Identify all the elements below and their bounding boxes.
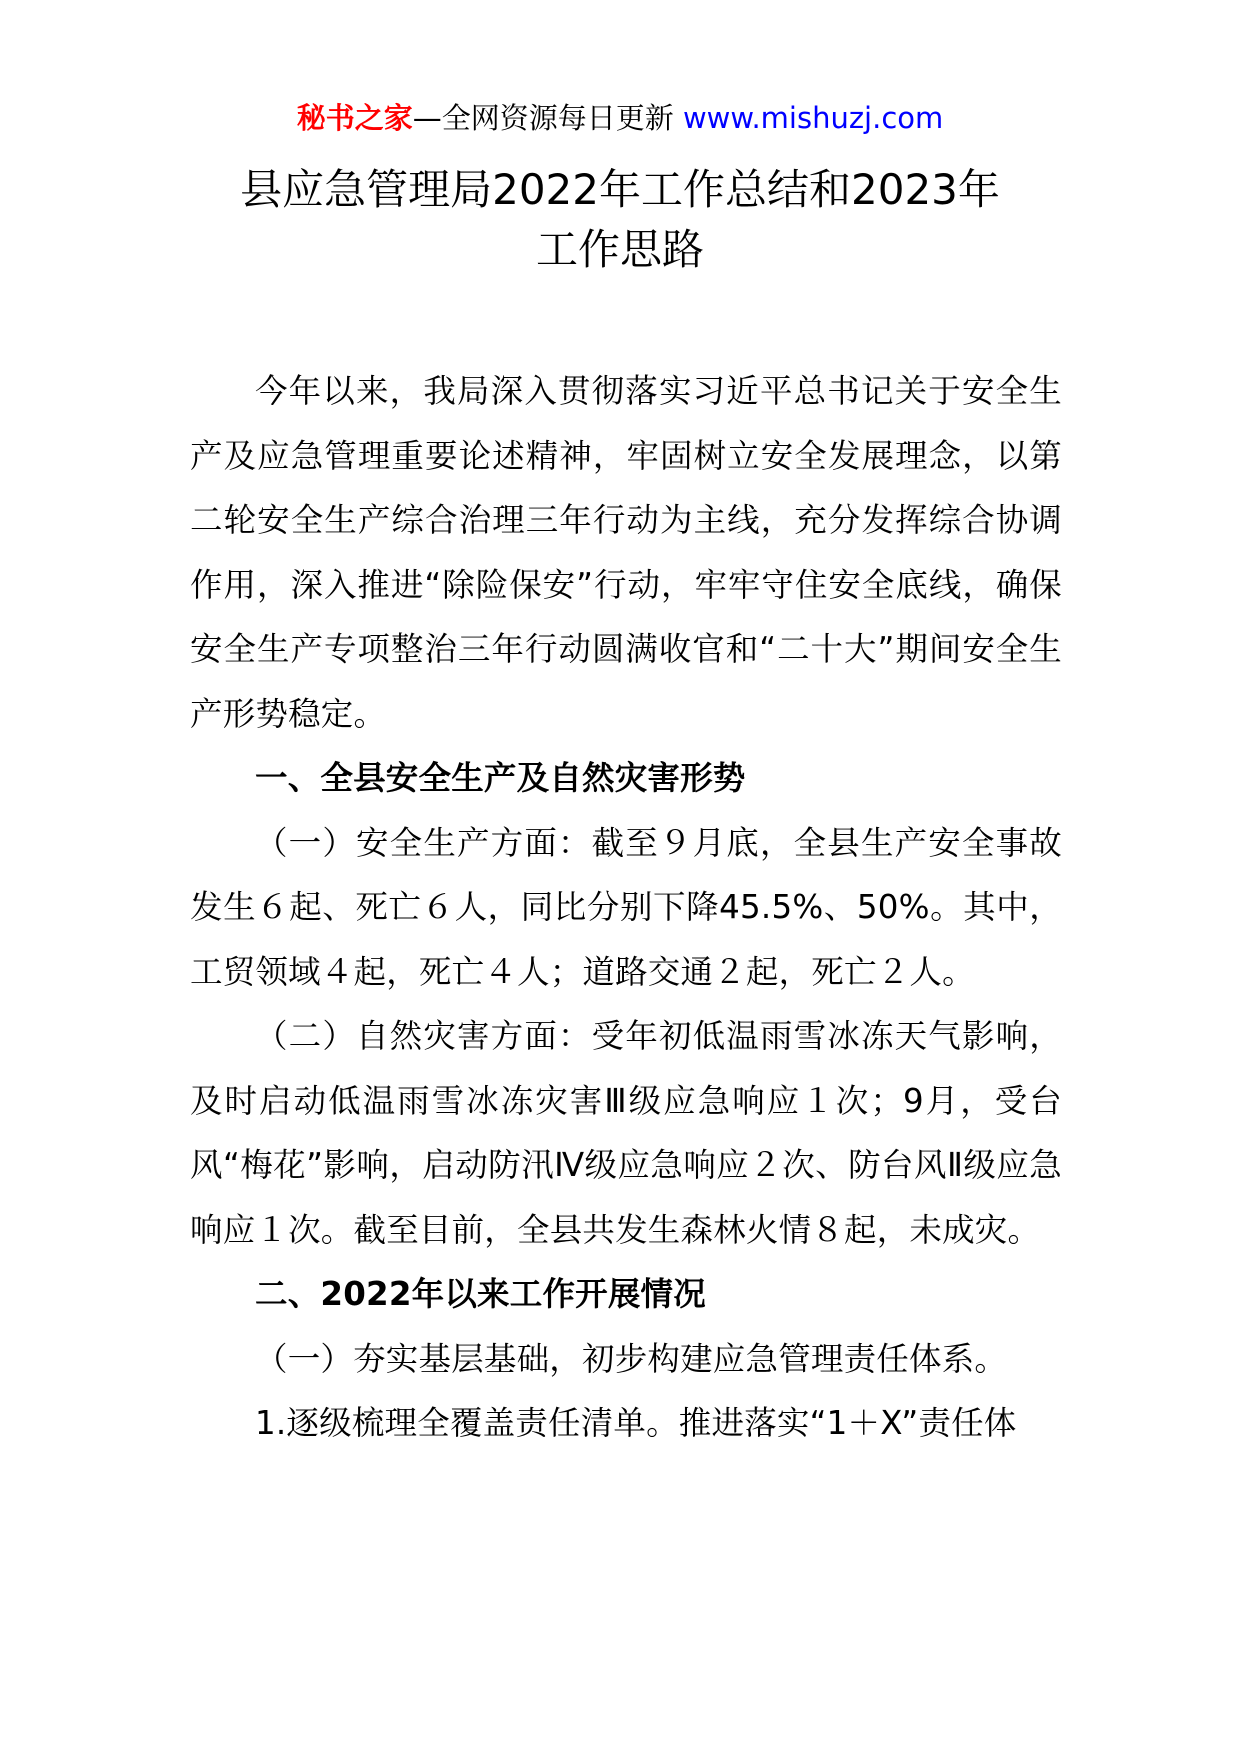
section-1-item-2: （二）自然灾害方面：受年初低温雨雪冰冻天气影响，及时启动低温雨雪冰冻灾害Ⅲ级应急响应１次；9月，受台风“梅花”影响，启动防汛Ⅳ级应急响应２次、防台风Ⅱ级应急响应１次。截至目前，全县共发生森林火情８起，未成灾。	[190, 1017, 1062, 1249]
site-banner	[0, 98, 1240, 138]
section-2-heading: 二、2022年以来工作开展情况	[255, 1275, 706, 1313]
brand-name: 秘书之家	[296, 101, 413, 135]
document-title	[180, 160, 1060, 280]
title-line-1: 县应急管理局2022年工作总结和2023年	[240, 165, 1000, 214]
banner-tagline: —全网资源每日更新	[412, 101, 674, 135]
document-body	[190, 359, 1062, 1456]
section-1-item-1: （一）安全生产方面：截至９月底，全县生产安全事故发生６起、死亡６人，同比分别下降45.5%、50%。其中，工贸领域４起，死亡４人；道路交通２起，死亡２人。	[190, 823, 1062, 991]
site-url-link[interactable]: www.mishuzj.com	[682, 101, 944, 135]
section-2-item-1-1: 1.逐级梳理全覆盖责任清单。推进落实“1＋X”责任体	[255, 1404, 1017, 1442]
section-2-item-1: （一）夯实基层基础，初步构建应急管理责任体系。	[255, 1339, 1008, 1378]
intro-paragraph: 今年以来，我局深入贯彻落实习近平总书记关于安全生产及应急管理重要论述精神，牢固树立安全发展理念，以第二轮安全生产综合治理三年行动为主线，充分发挥综合协调作用，深入推进“除险保安”行动，牢牢守住安全底线，确保安全生产专项整治三年行动圆满收官和“二十大”期间安全生产形势稳定。	[190, 372, 1062, 733]
section-1-heading: 一、全县安全生产及自然灾害形势	[255, 759, 746, 797]
title-line-2: 工作思路	[535, 225, 704, 274]
